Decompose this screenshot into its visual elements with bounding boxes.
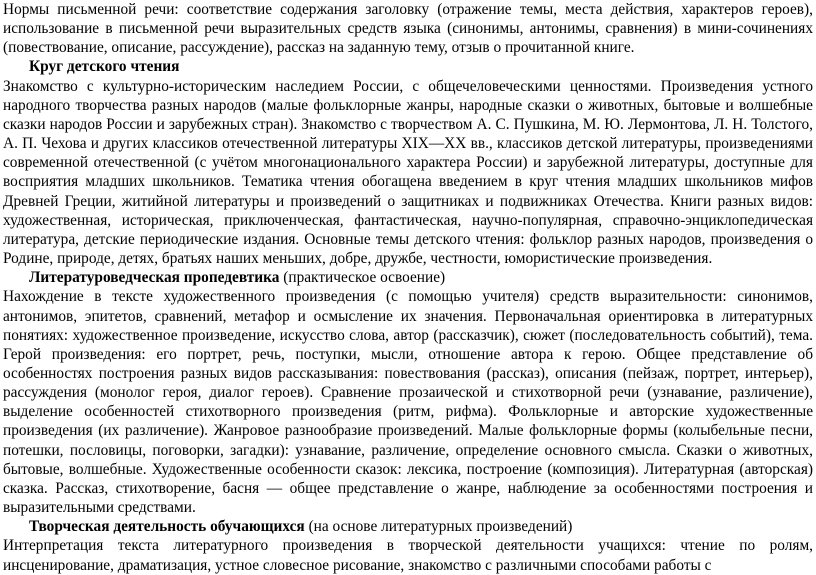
heading-literary-propaedeutics-title: Литературоведческая пропедевтика [29,269,280,287]
heading-reading-circle-title: Круг детского чтения [29,58,180,76]
heading-literary-propaedeutics [3,268,813,287]
document-page [3,0,813,575]
heading-creative-activity-title: Творческая деятельность обучающихся [29,518,305,536]
heading-creative-activity-note: (на основе литературных произведений) [304,518,573,536]
paragraph-reading-circle: Знакомство с культурно-историческим наследием России, с общечеловеческими ценностями. Произведения устного народного творчества разных народов (малые фольклорные жанры, народные сказки о животных, бытовые и волшебные сказки народов России и зарубежных стран). Знакомство с творчеством А. С. Пушкина, М. Ю. Лермонтова, Л. Н. Толстого, А. П. Чехова и других классиков отечественной литературы XIX—XX вв., классиков детской литературы, произведениями современной отечественной (с учётом многонационального характера России) и зарубежной литературы, доступные для восприятия младших школьников. Тематика чтения обогащена введением в круг чтения младших школьников мифов Древней Греции, житийной литературы и произведений о защитниках и подвижниках Отечества. Книги разных видов: художественная, историческая, приключенческая, фантастическая, научно-популярная, справочно-энциклопедическая литература, детские периодические издания. Основные темы детского чтения: фольклор разных народов, произведения о Родине, природе, детях, братьях наших меньших, добре, дружбе, честности, юмористические произведения. [3,77,813,268]
heading-creative-activity [3,517,813,536]
heading-reading-circle [3,57,813,76]
heading-literary-propaedeutics-note: (практическое освоение) [279,269,446,287]
paragraph-writing-norms: Нормы письменной речи: соответствие содержания заголовку (отражение темы, места действия, характеров героев), использование в письменной речи выразительных средств языка (синонимы, антонимы, сравнения) в мини-сочинениях (повествование, описание, рассуждение), рассказ на заданную тему, отзыв о прочитанной книге. [3,1,813,57]
paragraph-creative-activity: Интерпретация текста литературного произведения в творческой деятельности учащихся: чтение по ролям, инсценирование, драматизация, устное словесное рисование, знакомство с различными способами работы с [3,537,813,574]
paragraph-literary-propaedeutics: Нахождение в тексте художественного произведения (с помощью учителя) средств выразительности: синонимов, антонимов, эпитетов, сравнений, метафор и осмысление их значения. Первоначальная ориентировка в литературных понятиях: художественное произведение, искусство слова, автор (рассказчик), сюжет (последовательность событий), тема. Герой произведения: его портрет, речь, поступки, мысли, отношение автора к герою. Общее представление об особенностях построения разных видов рассказывания: повествования (рассказ), описания (пейзаж, портрет, интерьер), рассуждения (монолог героя, диалог героев). Сравнение прозаической и стихотворной речи (узнавание, различение), выделение особенностей стихотворного произведения (ритм, рифма). Фольклорные и авторские художественные произведения (их различение). Жанровое разнообразие произведений. Малые фольклорные формы (колыбельные песни, потешки, пословицы, поговорки, загадки): узнавание, различение, определение основного смысла. Сказки о животных, бытовые, волшебные. Художественные особенности сказок: лексика, построение (композиция). Литературная (авторская) сказка. Рассказ, стихотворение, басня — общее представление о жанре, наблюдение за особенностями построения и выразительными средствами. [3,288,813,517]
